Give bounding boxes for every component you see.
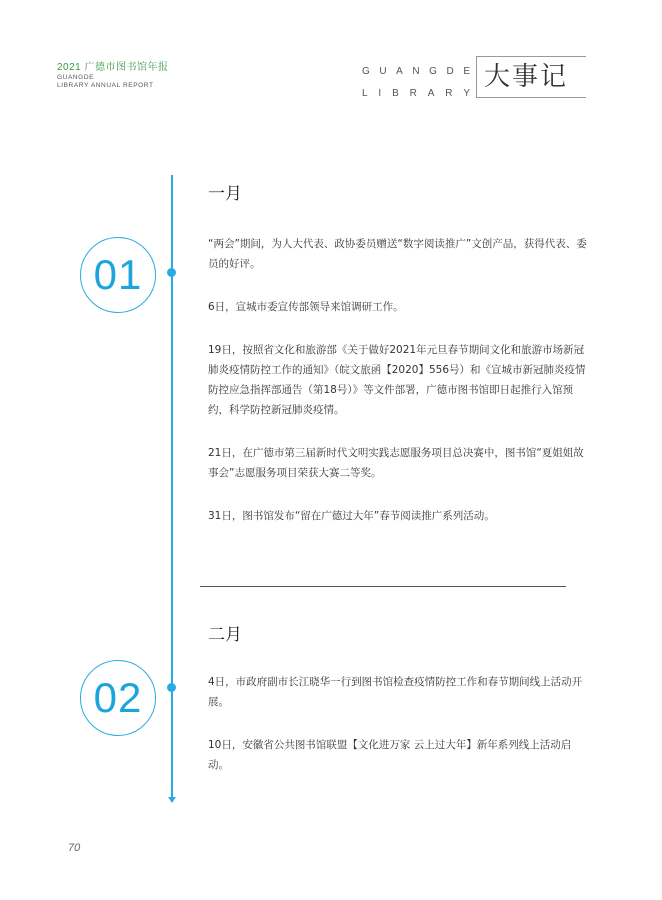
month-heading: 二月 <box>208 625 242 645</box>
page-number: 70 <box>68 842 81 854</box>
wordmark-letter: G <box>429 65 437 77</box>
wordmark-letter: E <box>463 65 470 77</box>
section-title: 大事记 <box>484 62 569 92</box>
wordmark-letter: D <box>446 65 454 77</box>
month-heading: 一月 <box>208 184 242 204</box>
wordmark-letter: Y <box>463 87 470 99</box>
wordmark-letter: L <box>362 87 368 99</box>
guangde-library-wordmark <box>362 60 470 104</box>
month-number: 01 <box>93 251 143 298</box>
report-title: 2021 广德市图书馆年报 <box>57 62 169 73</box>
month-entries <box>208 672 588 798</box>
month-number-badge <box>80 660 156 736</box>
wordmark-letter: G <box>362 65 370 77</box>
event-entry: 31日，图书馆发布“留在广德过大年”春节阅读推广系列活动。 <box>208 510 495 522</box>
event-entry: 19日，按照省文化和旅游部《关于做好2021年元旦春节期间文化和旅游市场新冠肺炎疫情防控工作的通知》（皖文旅函【2020】556号）和《宣城市新冠肺炎疫情防控应急指挥部通告（第18号）》等文件部署，广德市图书馆即日起推行入馆预约，科学防控新冠肺炎疫情。 <box>208 344 586 416</box>
timeline-dot <box>167 268 176 277</box>
wordmark-library <box>362 82 470 104</box>
event-entry: 21日，在广德市第三届新时代文明实践志愿服务项目总决赛中，图书馆“夏姐姐故事会”志愿服务项目荣获大赛二等奖。 <box>208 447 584 479</box>
wordmark-letter: R <box>409 87 417 99</box>
wordmark-letter: N <box>412 65 420 77</box>
month-number-badge <box>80 237 156 313</box>
timeline-arrow-icon <box>168 797 176 803</box>
wordmark-letter: B <box>392 87 399 99</box>
month-divider <box>200 586 566 587</box>
wordmark-letter: A <box>427 87 435 99</box>
report-subtitle-line2: LIBRARY ANNUAL REPORT <box>57 82 154 89</box>
event-entry: 10日，安徽省公共图书馆联盟【文化进万家 云上过大年】新年系列线上活动启动。 <box>208 739 572 771</box>
event-entry: 4日，市政府副市长江晓华一行到图书馆检查疫情防控工作和春节期间线上活动开展。 <box>208 676 583 708</box>
report-subtitle-line1: GUANGDE <box>57 74 95 81</box>
event-entry: “两会”期间，为人大代表、政协委员赠送“数字阅读推广”文创产品，获得代表、委员的好评。 <box>208 238 587 270</box>
wordmark-letter: I <box>378 87 382 99</box>
wordmark-letter: A <box>396 65 403 77</box>
report-header <box>57 62 169 90</box>
wordmark-letter: U <box>379 65 387 77</box>
wordmark-guangde <box>362 60 470 82</box>
event-entry: 6日，宣城市委宣传部领导来馆调研工作。 <box>208 301 404 313</box>
timeline-dot <box>167 683 176 692</box>
month-entries <box>208 234 588 549</box>
month-number: 02 <box>93 674 143 721</box>
wordmark-letter: R <box>445 87 453 99</box>
